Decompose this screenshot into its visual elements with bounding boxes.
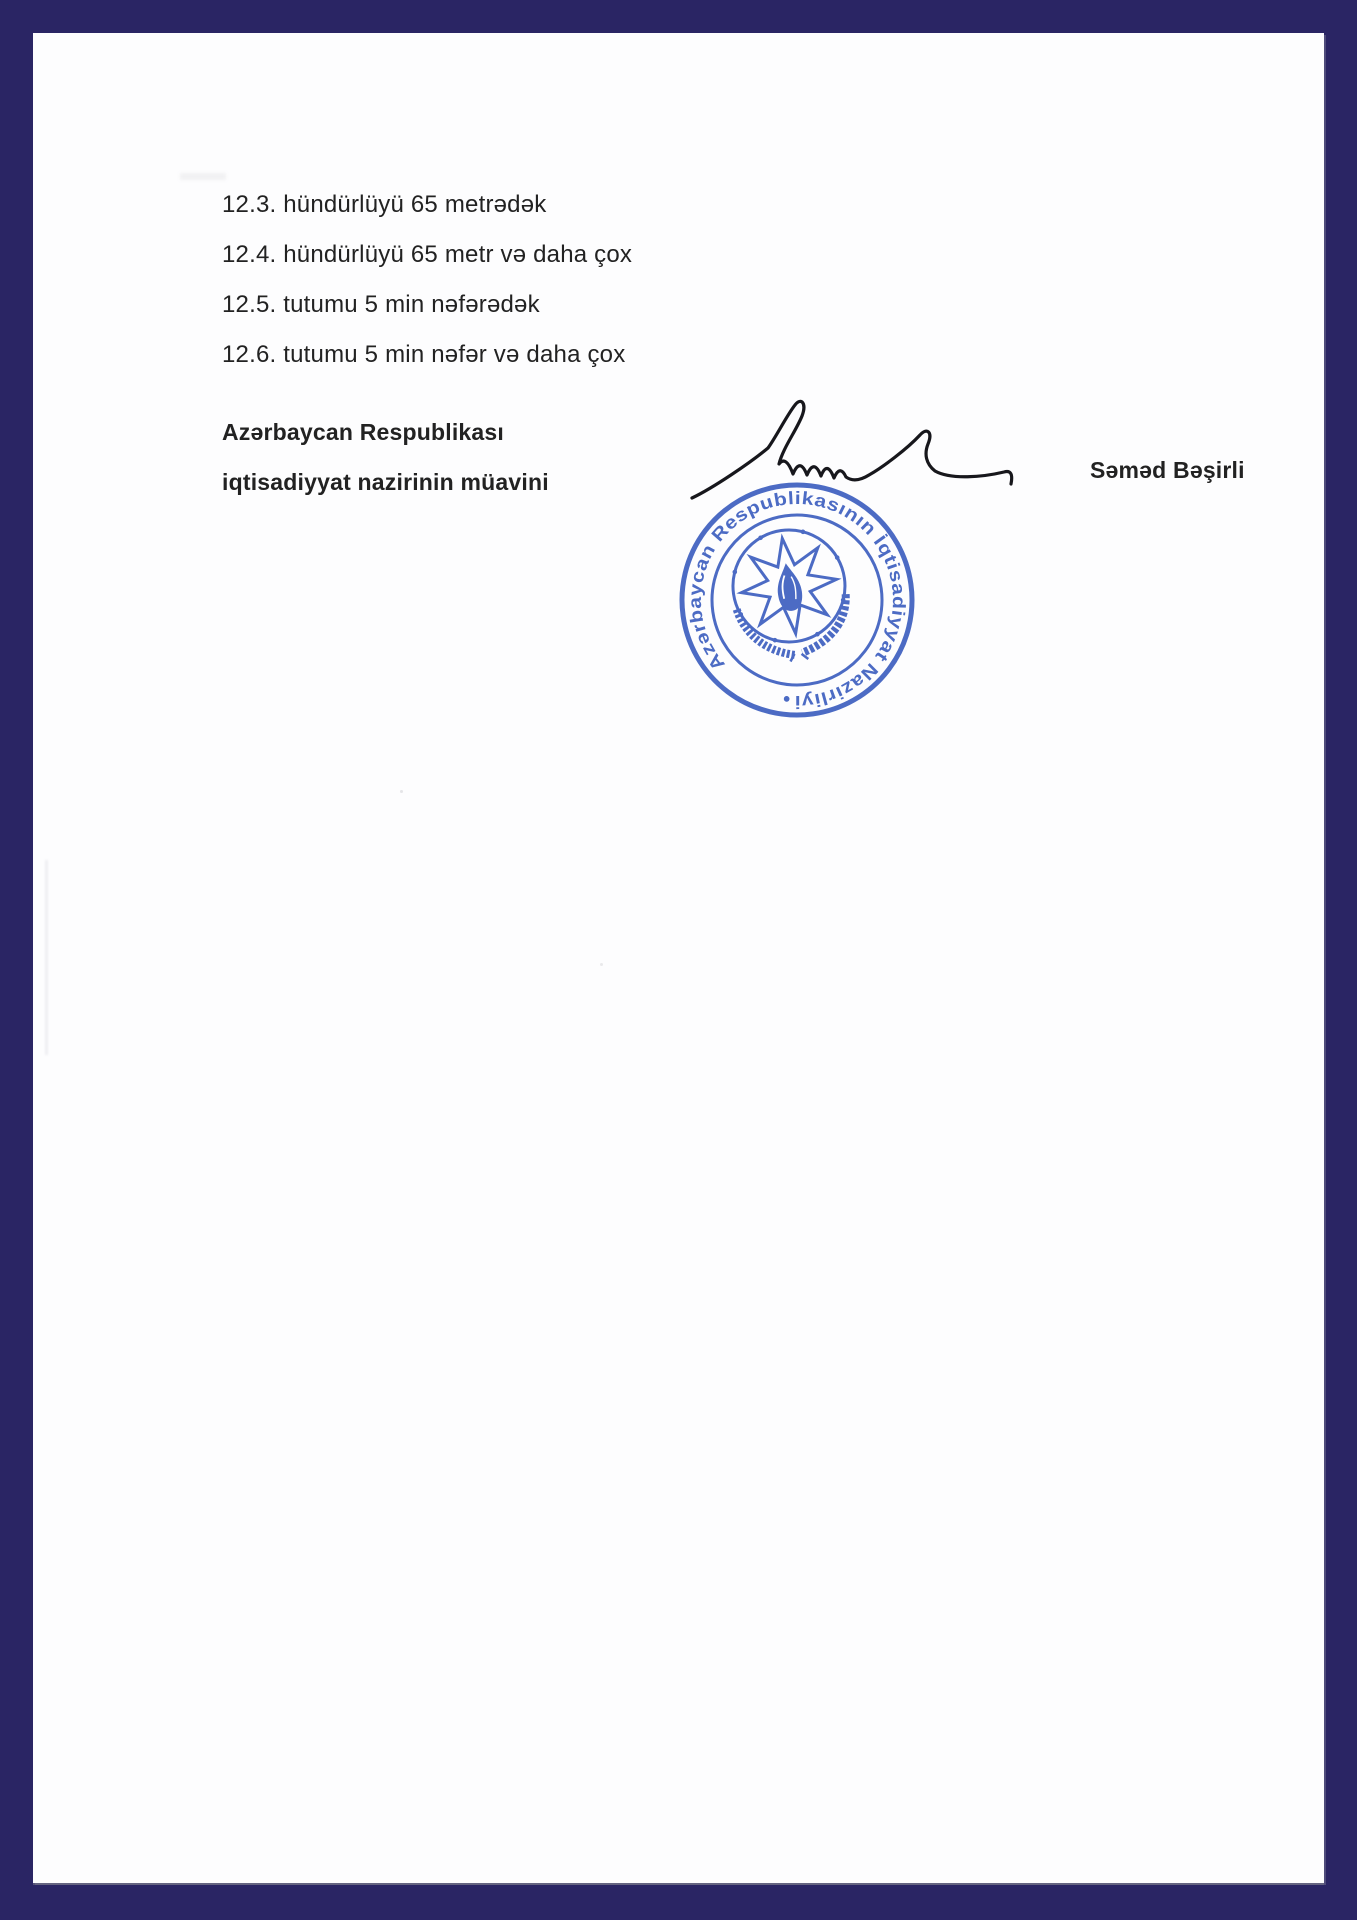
- scan-dot-artifact: [400, 790, 403, 793]
- signatory-title-line1: Azərbaycan Respublikası: [222, 419, 504, 445]
- document-page: [33, 33, 1324, 1883]
- stamp-separator-dot: •: [781, 688, 792, 711]
- clause-list: [222, 191, 632, 369]
- signatory-title-block: [222, 419, 549, 496]
- handwritten-signature: [655, 385, 1035, 510]
- signatory-name: Səməd Bəşirli: [1090, 457, 1245, 483]
- clause-12-5: 12.5. tutumu 5 min nəfərədək: [222, 291, 540, 318]
- scan-smudge-artifact: [180, 173, 226, 180]
- coat-of-arms-icon: [726, 523, 855, 668]
- clause-12-3: 12.3. hündürlüyü 65 metrədək: [222, 191, 547, 218]
- scan-fold-artifact: [45, 860, 48, 1055]
- signatory-title-line2: iqtisadiyyat nazirinin müavini: [222, 469, 549, 495]
- official-stamp-seal: [672, 475, 922, 725]
- stamp-ring-text: Azərbaycan Respublikasının İqtisadiyyat Nazirliyi: [684, 487, 910, 713]
- clause-12-4: 12.4. hündürlüyü 65 metr və daha çox: [222, 241, 633, 268]
- scan-dot-artifact: [600, 963, 603, 966]
- clause-12-6: 12.6. tutumu 5 min nəfər və daha çox: [222, 341, 626, 368]
